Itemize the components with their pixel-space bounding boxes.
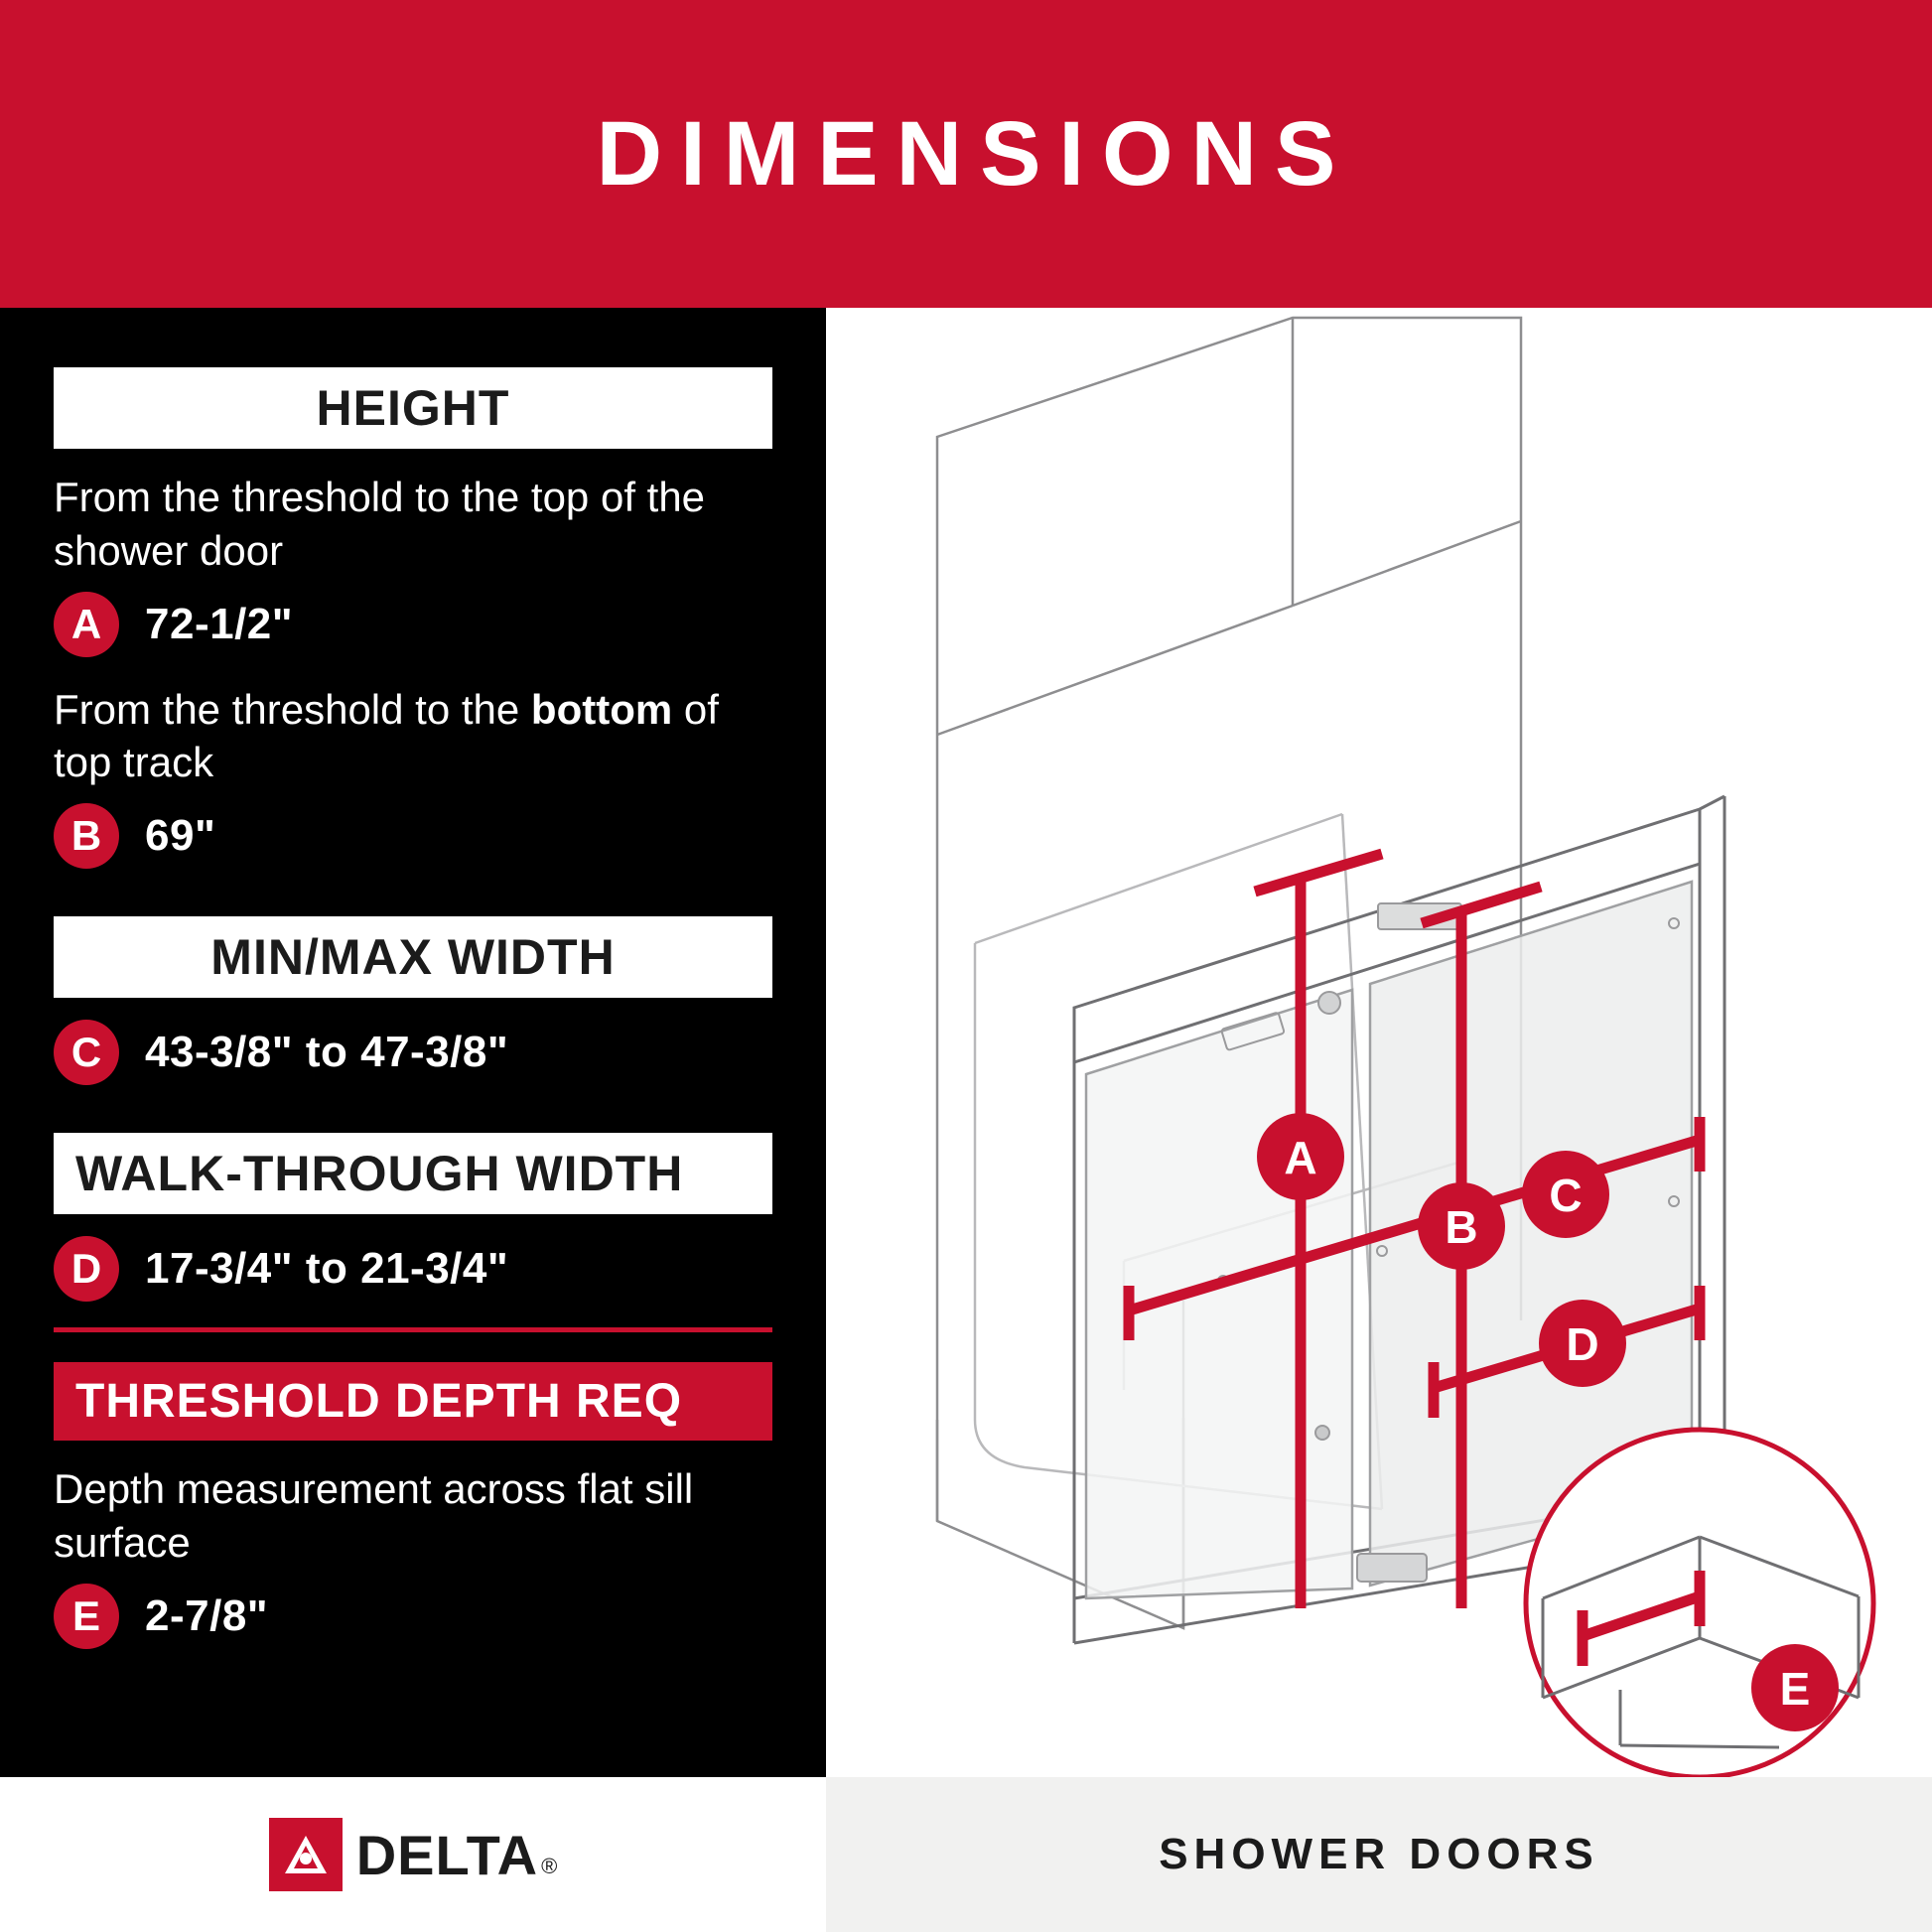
- footer: [0, 1777, 1932, 1932]
- callout-d-label: D: [1566, 1318, 1599, 1370]
- callout-c-label: C: [1549, 1170, 1583, 1221]
- spacer-1: [54, 895, 772, 916]
- minmax-section-header: MIN/MAX WIDTH: [54, 916, 772, 998]
- brand-name: DELTA: [355, 1823, 539, 1886]
- badge-b: B: [54, 803, 119, 869]
- badge-a: A: [54, 592, 119, 657]
- delta-logo: [269, 1818, 558, 1891]
- dimension-value-a: 72-1/2": [145, 599, 294, 648]
- threshold-section-header: THRESHOLD DEPTH REQ: [54, 1362, 772, 1441]
- footer-category-area: [826, 1777, 1932, 1932]
- shower-door-diagram: [826, 308, 1932, 1777]
- dimension-value-e: 2-7/8": [145, 1590, 269, 1640]
- header-banner: [0, 0, 1932, 308]
- section-divider: [54, 1327, 772, 1332]
- callout-a-label: A: [1284, 1132, 1317, 1183]
- height-description-a: From the threshold to the top of the shower door: [54, 474, 706, 574]
- height-description-b-pre: From the threshold to the: [54, 685, 531, 733]
- specifications-panel: [0, 308, 826, 1777]
- triangle-icon: [280, 1829, 332, 1880]
- height-section-header: HEIGHT: [54, 367, 772, 449]
- dimension-value-c: 43-3/8" to 47-3/8": [145, 1028, 509, 1076]
- badge-c: C: [54, 1020, 119, 1085]
- page-title: DIMENSIONS: [596, 102, 1354, 205]
- callout-b-label: B: [1445, 1201, 1478, 1253]
- dimension-row-b: [54, 803, 772, 869]
- dimension-value-b: 69": [145, 811, 216, 860]
- spacer-2: [54, 1111, 772, 1133]
- dimension-row-d: [54, 1236, 772, 1302]
- dimension-row-c: [54, 1020, 772, 1085]
- badge-e: E: [54, 1584, 119, 1649]
- dimension-row-e: [54, 1584, 772, 1649]
- walkthrough-section-header: WALK-THROUGH WIDTH: [54, 1133, 772, 1214]
- height-description-b-post: of top track: [54, 685, 719, 786]
- delta-triangle-icon: [269, 1818, 343, 1891]
- product-category-label: SHOWER DOORS: [1159, 1830, 1599, 1878]
- footer-brand-area: [0, 1777, 826, 1932]
- badge-d: D: [54, 1236, 119, 1302]
- dimension-row-a: [54, 592, 772, 657]
- dimension-value-d: 17-3/4" to 21-3/4": [145, 1244, 509, 1293]
- product-illustration-panel: [826, 308, 1932, 1777]
- height-description-b-bold: bottom: [530, 685, 673, 733]
- threshold-detail-callout: [1526, 1430, 1873, 1777]
- brand-registered-mark: ®: [541, 1854, 558, 1878]
- height-description-b: [54, 683, 772, 790]
- threshold-description: Depth measurement across flat sill surface: [54, 1465, 694, 1566]
- callout-e-label: E: [1779, 1663, 1811, 1715]
